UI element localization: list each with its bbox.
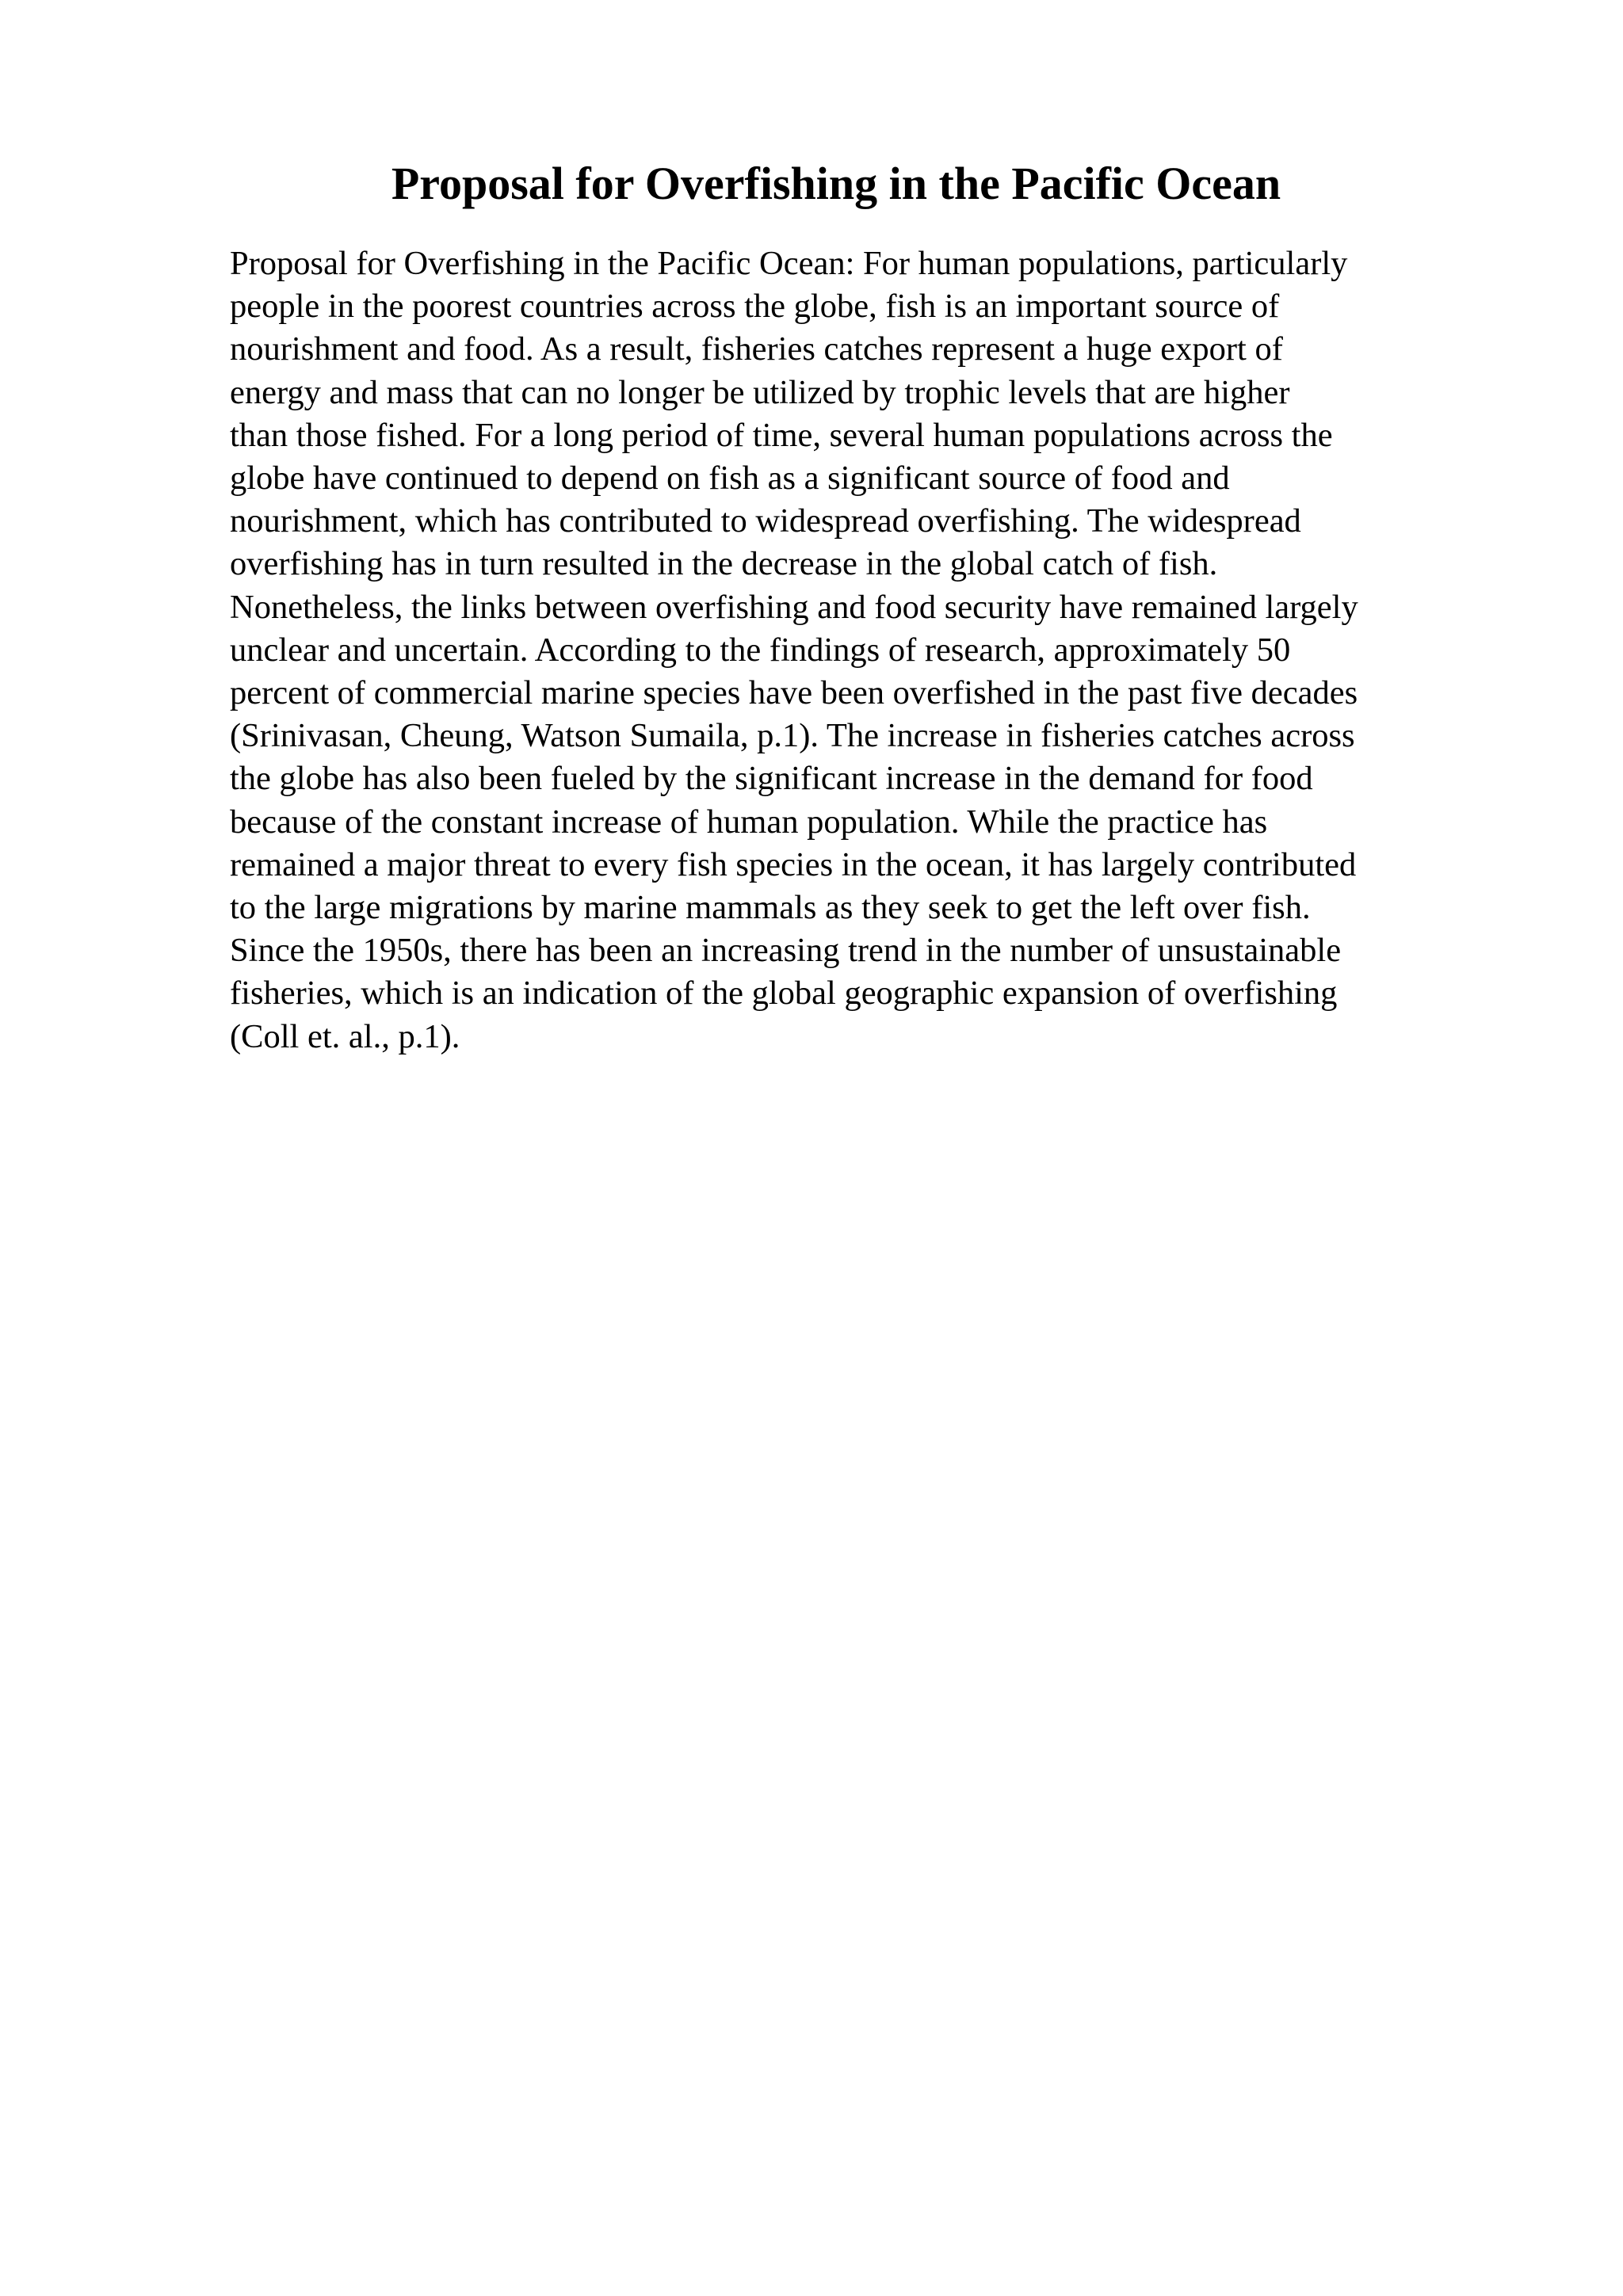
paragraph-line: nourishment and food. As a result, fisheries catches represent a huge export of xyxy=(230,330,1283,368)
paragraph-line: because of the constant increase of human population. While the practice has xyxy=(230,803,1268,841)
paragraph-line: people in the poorest countries across the globe, fish is an important source of xyxy=(230,288,1280,326)
paragraph-line: unclear and uncertain. According to the findings of research, approximately 50 xyxy=(230,631,1291,669)
body-paragraph xyxy=(230,242,1482,1058)
paragraph-line: Since the 1950s, there has been an increasing trend in the number of unsustainable xyxy=(230,932,1342,970)
paragraph-line: percent of commercial marine species have been overfished in the past five decades xyxy=(230,674,1358,712)
document-title: Proposal for Overfishing in the Pacific Ocean xyxy=(391,158,1281,209)
paragraph-line: energy and mass that can no longer be utilized by trophic levels that are higher xyxy=(230,373,1290,411)
paragraph-line: overfishing has in turn resulted in the decrease in the global catch of fish. xyxy=(230,545,1218,583)
paragraph-line: globe have continued to depend on fish as a significant source of food and xyxy=(230,460,1230,498)
paragraph-line: to the large migrations by marine mammals as they seek to get the left over fish. xyxy=(230,889,1311,927)
paragraph-line: nourishment, which has contributed to widespread overfishing. The widespread xyxy=(230,502,1301,540)
paragraph-line: the globe has also been fueled by the significant increase in the demand for food xyxy=(230,760,1313,798)
paragraph-line: Nonetheless, the links between overfishing and food security have remained largely xyxy=(230,588,1358,626)
paragraph-line: than those fished. For a long period of time, several human populations across the xyxy=(230,416,1333,454)
paragraph-line: (Coll et. al., p.1). xyxy=(230,1017,460,1055)
paragraph-line: remained a major threat to every fish species in the ocean, it has largely contributed xyxy=(230,845,1357,883)
paragraph-line: fisheries, which is an indication of the global geographic expansion of overfishing xyxy=(230,974,1338,1013)
paragraph-line: (Srinivasan, Cheung, Watson Sumaila, p.1). The increase in fisheries catches across xyxy=(230,717,1355,755)
paragraph-line: Proposal for Overfishing in the Pacific Ocean: For human populations, particularly xyxy=(230,245,1348,282)
